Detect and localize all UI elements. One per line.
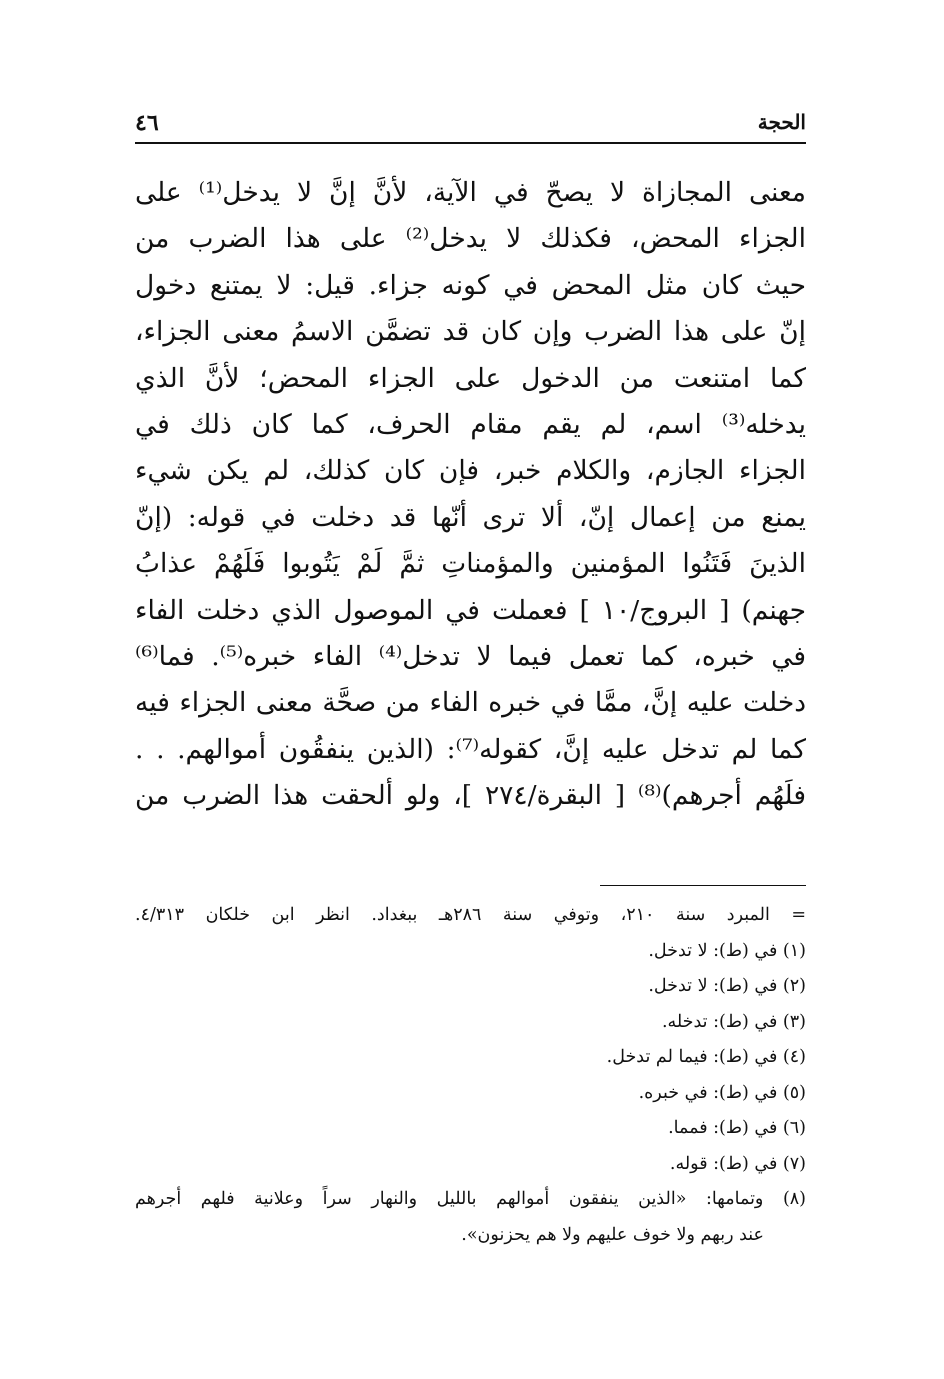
text-line: في خبره، كما تعمل فيما لا تدخل⁽⁴⁾ الفاء خبره⁽⁵⁾. فما⁽⁶⁾ (135, 640, 806, 672)
text-line: كما امتنعت من الدخول على الجزاء المحض؛ لأنَّ الذي (135, 362, 806, 394)
footnote-4: (٤) في (ط): فيما لم تدخل. (606, 1047, 806, 1067)
text-line: فلَهُم أجرهم)⁽⁸⁾ [ البقرة/٢٧٤ ]، ولو ألحقت هذا الضرب من (135, 780, 806, 812)
text-line: يمنع من إعمال إنّ، ألا ترى أنّها قد دخلت في قوله: (إنّ (135, 501, 806, 533)
footnotes (135, 898, 806, 1253)
footnote-6: (٦) في (ط): فمما. (668, 1118, 806, 1138)
text-line: الذينَ فَتَنُوا المؤمنين والمؤمناتِ ثمَّ لَمْ يَتُوبوا فَلَهُمْ عذابُ (135, 548, 806, 580)
text-line: إنّ على هذا الضرب وإن كان قد تضمَّن الاسمُ معنى الجزاء، (135, 316, 806, 348)
footnote-1: (١) في (ط): لا تدخل. (648, 940, 806, 961)
page-header (135, 108, 806, 140)
text-line: حيث كان مثل المحض في كونه جزاء. قيل: لا يمتنع دخول (135, 269, 806, 301)
footnote-7: (٧) في (ط): قوله. (669, 1153, 806, 1174)
footnote-rule (600, 885, 806, 886)
text-line: دخلت عليه إنَّ، ممَّا في خبره الفاء من صحَّة معنى الجزاء فيه (135, 687, 806, 719)
footnote-3: (٣) في (ط): تدخله. (661, 1011, 806, 1032)
page-number: ٤٦ (135, 110, 159, 136)
running-title: الحجة (757, 110, 806, 134)
text-line: يدخله⁽³⁾ اسم، لم يقم مقام الحرف، كما كان ذلك في (135, 408, 806, 440)
footnote-5: (٥) في (ط): في خبره. (638, 1082, 806, 1103)
footnote-8-continuation: عند ربهم ولا خوف عليهم ولا هم يحزنون». (461, 1224, 764, 1245)
footnote-2: (٢) في (ط): لا تدخل. (648, 976, 806, 996)
footnote-continuation: = المبرد سنة ٢١٠، وتوفي سنة ٢٨٦هـ ببغداد. انظر ابن خلكان ٤/٣١٣. (135, 905, 806, 925)
text-line: كما لم تدخل عليه إنَّ، كقوله⁽⁷⁾: (الذين ينفقُون أموالهم. . . (135, 733, 806, 765)
text-line: الجزاء المحض، فكذلك لا يدخل⁽²⁾ على هذا الضرب من (135, 223, 806, 255)
header-rule (135, 142, 806, 144)
main-text (135, 170, 806, 819)
text-line: الجزاء الجازم، والكلام خبر، فإن كان كذلك، لم يكن شيء (135, 455, 806, 487)
footnote-8: (٨) وتمامها: «الذين ينفقون أموالهم بالليل والنهار سراً وعلانية فلهم أجرهم (135, 1189, 806, 1209)
text-line: معنى المجازاة لا يصحّ في الآية، لأنَّ إنَّ لا يدخل⁽¹⁾ على (135, 177, 807, 208)
text-line: جهنم) [ البروج/١٠ ] فعملت في الموصول الذي دخلت الفاء (135, 594, 806, 626)
